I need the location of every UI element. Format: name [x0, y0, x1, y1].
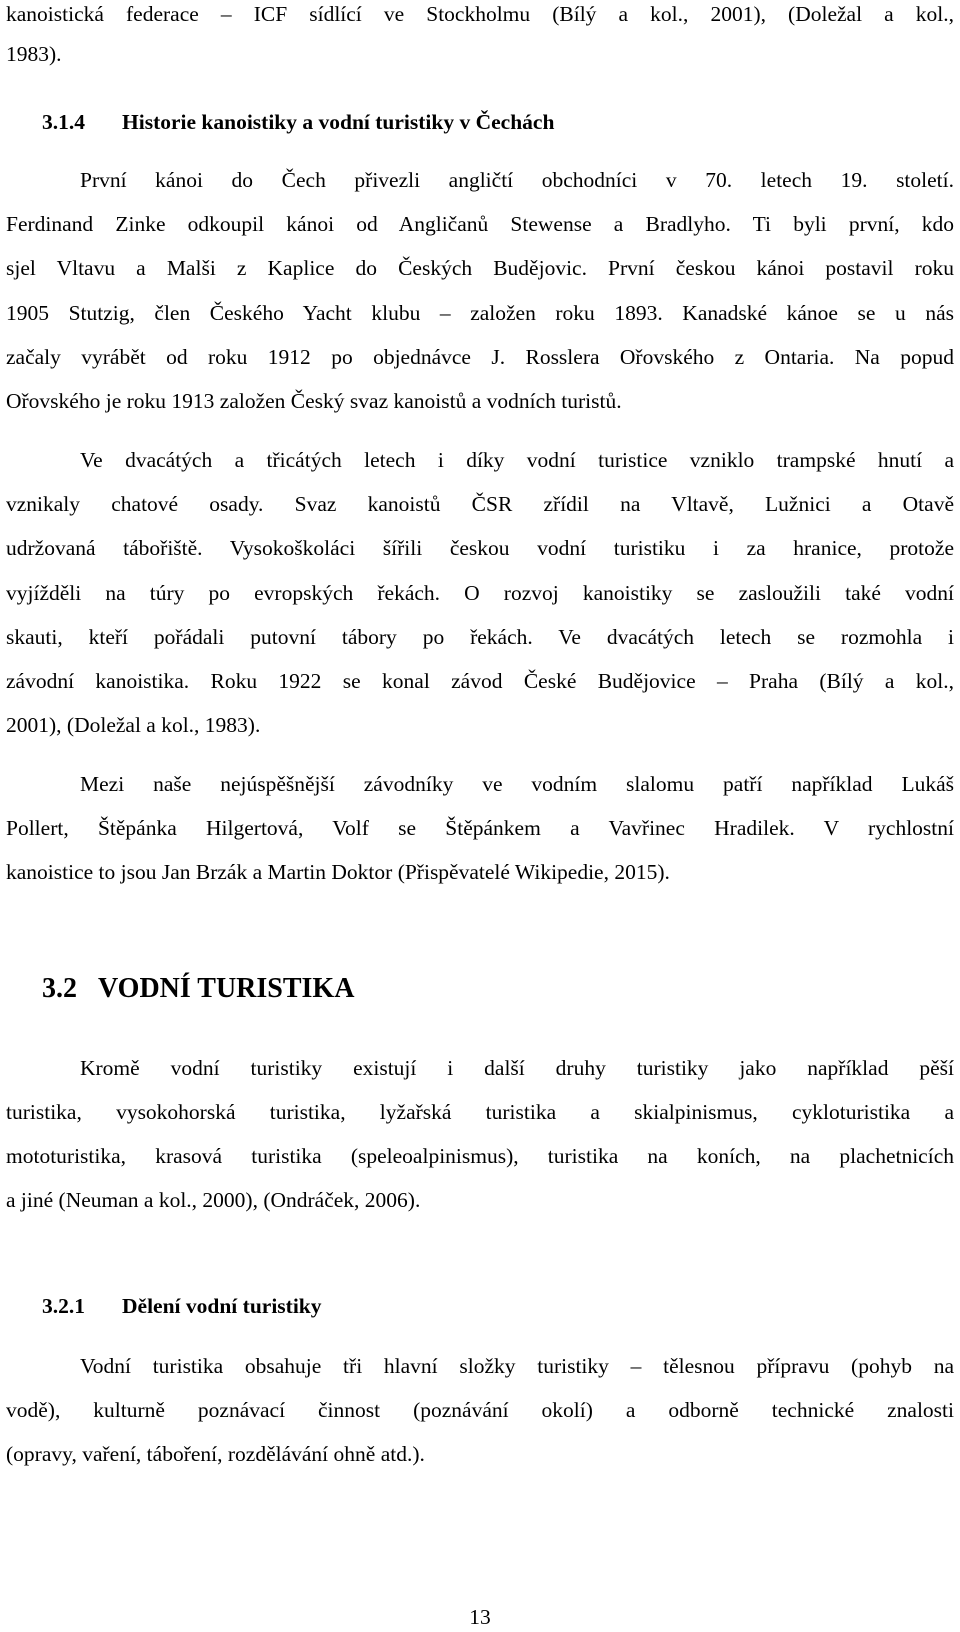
- paragraph-line: začaly vyrábět od roku 1912 po objednávce J. Rosslera Ořovského z Ontaria. Na popud: [6, 345, 954, 369]
- section-title: Dělení vodní turistiky: [122, 1294, 322, 1318]
- section-number: 3.2: [42, 973, 77, 1004]
- paragraph-line: udržovaná tábořiště. Vysokoškoláci šířili českou vodní turistiku i za hranice, protože: [6, 536, 954, 560]
- paragraph-line: První kánoi do Čech přivezli angličtí obchodníci v 70. letech 19. století.: [80, 168, 954, 192]
- paragraph-line: Ve dvacátých a třicátých letech i díky vodní turistice vzniklo trampské hnutí a: [80, 448, 954, 472]
- page-number: 13: [469, 1605, 491, 1629]
- paragraph-line: Ferdinand Zinke odkoupil kánoi od Angličanů Stewense a Bradlyho. Ti byli první, kdo: [6, 212, 954, 236]
- paragraph-line: Ořovského je roku 1913 založen Český svaz kanoistů a vodních turistů.: [6, 389, 622, 413]
- section-heading-3-1-4: [42, 108, 554, 136]
- paragraph-line: kanoistická federace – ICF sídlící ve Stockholmu (Bílý a kol., 2001), (Doležal a kol.,: [6, 2, 954, 26]
- paragraph-line: (opravy, vaření, táboření, rozdělávání ohně atd.).: [6, 1442, 425, 1466]
- paragraph-line: závodní kanoistika. Roku 1922 se konal závod České Budějovice – Praha (Bílý a kol.,: [6, 669, 954, 693]
- paragraph-line: vznikaly chatové osady. Svaz kanoistů ČSR zřídil na Vltavě, Lužnici a Otavě: [6, 492, 954, 516]
- paragraph-line: mototuristika, krasová turistika (speleoalpinismus), turistika na koních, na plachetnicích: [6, 1144, 954, 1168]
- section-heading-3-2-1: [42, 1292, 322, 1320]
- paragraph-line: kanoistice to jsou Jan Brzák a Martin Doktor (Přispěvatelé Wikipedie, 2015).: [6, 860, 670, 884]
- paragraph-line: turistika, vysokohorská turistika, lyžařská turistika a skialpinismus, cykloturistika a: [6, 1100, 954, 1124]
- paragraph-line: vyjížděli na túry po evropských řekách. O rozvoj kanoistiky se zasloužili také vodní: [6, 581, 954, 605]
- paragraph-line: Mezi naše nejúspěšnější závodníky ve vodním slalomu patří například Lukáš: [80, 772, 954, 796]
- paragraph-line: Kromě vodní turistiky existují i další druhy turistiky jako například pěší: [80, 1056, 954, 1080]
- paragraph-line: sjel Vltavu a Malši z Kaplice do Českých Budějovic. První českou kánoi postavil roku: [6, 256, 954, 280]
- paragraph-line: skauti, kteří pořádali putovní tábory po řekách. Ve dvacátých letech se rozmohla i: [6, 625, 954, 649]
- paragraph-line: a jiné (Neuman a kol., 2000), (Ondráček, 2006).: [6, 1188, 421, 1212]
- paragraph-line: Vodní turistika obsahuje tři hlavní složky turistiky – tělesnou přípravu (pohyb na: [80, 1354, 954, 1378]
- section-heading-3-2: [42, 972, 354, 1006]
- paragraph-line: 1905 Stutzig, člen Českého Yacht klubu – založen roku 1893. Kanadské kánoe se u nás: [6, 301, 954, 325]
- paragraph-line: 2001), (Doležal a kol., 1983).: [6, 713, 261, 737]
- paragraph-line: 1983).: [6, 42, 62, 66]
- paragraph-line: vodě), kulturně poznávací činnost (poznávání okolí) a odborně technické znalosti: [6, 1398, 954, 1422]
- paragraph-line: Pollert, Štěpánka Hilgertová, Volf se Štěpánkem a Vavřinec Hradilek. V rychlostní: [6, 816, 954, 840]
- section-title: Historie kanoistiky a vodní turistiky v Čechách: [122, 110, 555, 134]
- section-title: VODNÍ TURISTIKA: [98, 973, 355, 1004]
- section-number: 3.2.1: [42, 1294, 85, 1318]
- section-number: 3.1.4: [42, 110, 85, 134]
